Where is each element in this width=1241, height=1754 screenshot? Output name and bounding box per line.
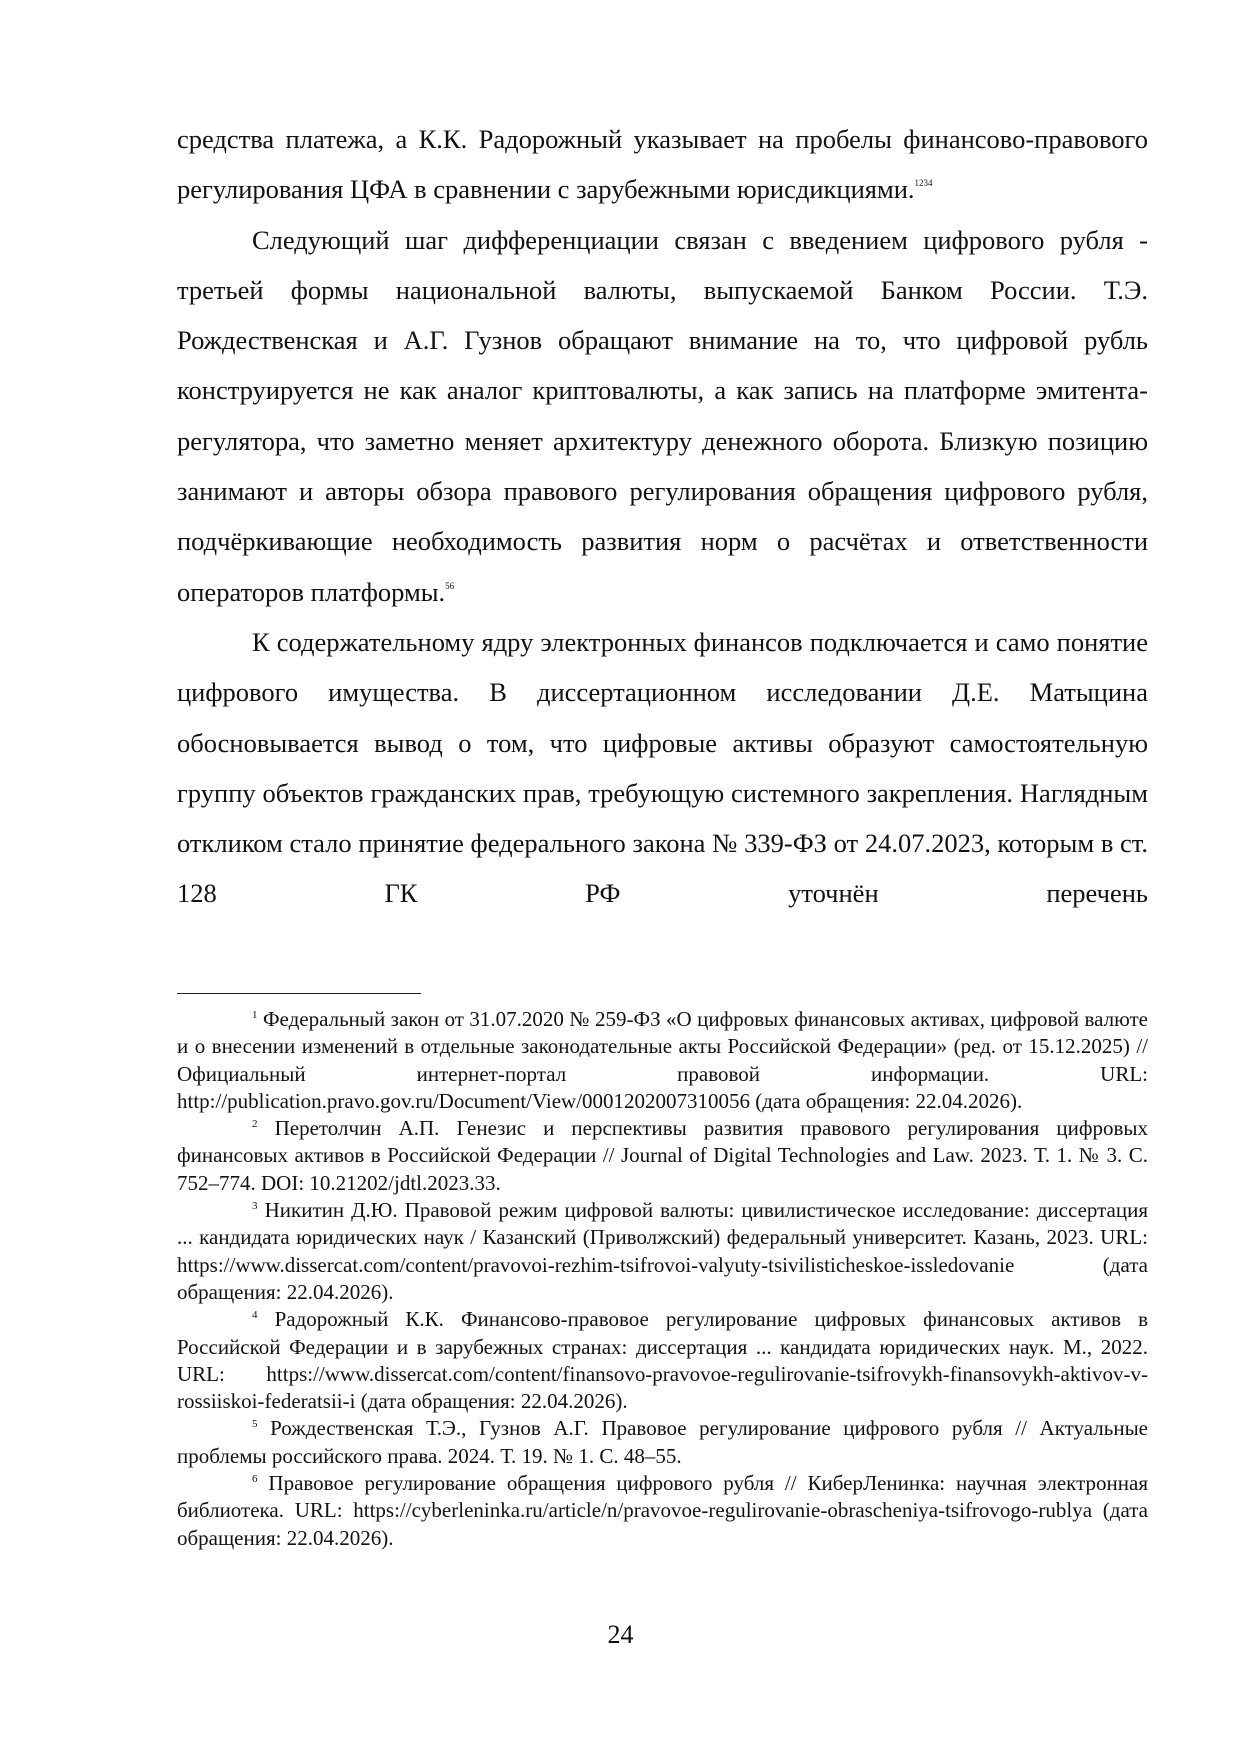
- footnote-2: [177, 1115, 1148, 1197]
- footnote-ref-56: 56: [445, 580, 455, 591]
- paragraph-1-text: средства платежа, а К.К. Радорожный указывает на пробелы финансово-правового регулирования ЦФА в сравнении с зарубежными юрисдикциями.: [177, 124, 1148, 205]
- footnote-number: 6: [252, 1473, 258, 1486]
- footnote-text: Никитин Д.Ю. Правовой режим цифровой валюты: цивилистическое исследование: диссертация ... кандидата юридических наук / Казанский (Приволжский) федеральный университет. Казань, 2023. URL: https://www.dissercat.com/content/pravovoi-rezhim-tsifrovoi-valyuty-tsivilisticheskoe-issledovanie (дата обращения: 22.04.2026).: [177, 1198, 1149, 1304]
- paragraph-1: [177, 114, 1148, 215]
- paragraph-2: [177, 215, 1148, 617]
- footnote-number: 2: [252, 1118, 258, 1131]
- footnote-number: 5: [252, 1418, 258, 1431]
- footnote-ref-1234: 1234: [914, 178, 933, 189]
- footnote-number: 1: [252, 1009, 258, 1021]
- footnote-3: [177, 1197, 1148, 1306]
- footnote-1: [177, 1006, 1148, 1115]
- footnotes: [177, 1006, 1148, 1552]
- footnote-text: Перетолчин А.П. Генезис и перспективы развития правового регулирования цифровых финансовых активов в Российской Федерации // Journal of Digital Technologies and Law. 2023. Т. 1. № 3. С. 752–774. DOI: 10.21202/jdtl.2023.33.: [177, 1116, 1149, 1195]
- footnote-text: Радорожный К.К. Финансово-правовое регулирование цифровых финансовых активов в Российской Федерации и в зарубежных странах: диссертация ... кандидата юридических наук. М., 2022. URL: https://www.dissercat.com/content/finansovo-pravovoe-regulirovanie-tsifrovykh-finansovykh-aktivov-v-rossiiskoi-federatsii-i (дата обращения: 22.04.2026).: [177, 1307, 1148, 1414]
- footnote-4: [177, 1306, 1148, 1415]
- footnote-text: Рождественская Т.Э., Гузнов А.Г. Правовое регулирование цифрового рубля // Актуальные проблемы российского права. 2024. Т. 19. № 1. С. 48–55.: [177, 1416, 1148, 1468]
- footnote-separator: [177, 993, 421, 994]
- paragraph-2-text: Следующий шаг дифференциации связан с введением цифрового рубля - третьей формы национальной валюты, выпускаемой Банком России. Т.Э. Рождественская и А.Г. Гузнов обращают внимание на то, что цифровой рубль конструируется не как аналог криптовалюты, а как запись на платформе эмитента-регулятора, что заметно меняет архитектуру денежного оборота. Близкую позицию занимают и авторы обзора правового регулирования обращения цифрового рубля, подчёркивающие необходимость развития норм о расчётах и ответственности операторов платформы.: [177, 224, 1148, 607]
- footnote-6: [177, 1470, 1148, 1552]
- paragraph-3: К содержательному ядру электронных финансов подключается и само понятие цифрового имущества. В диссертационном исследовании Д.Е. Матыцина обосновывается вывод о том, что цифровые активы образуют самостоятельную группу объектов гражданских прав, требующую системного закрепления. Наглядным откликом стало принятие федерального закона № 339-ФЗ от 24.07.2023, которым в ст. 128 ГК РФ уточнён перечень: [177, 626, 1148, 909]
- main-text: [177, 114, 1148, 919]
- footnote-text: Правовое регулирование обращения цифрового рубля // КиберЛенинка: научная электронная библиотека. URL: https://cyberleninka.ru/article/n/pravovoe-regulirovanie-obrascheniya-tsifrovogo-rublya (дата обращения: 22.04.2026).: [177, 1471, 1148, 1550]
- footnote-number: 3: [252, 1200, 258, 1213]
- footnote-text: Федеральный закон от 31.07.2020 № 259-ФЗ «О цифровых финансовых активах, цифровой валюте и о внесении изменений в отдельные законодательные акты Российской Федерации» (ред. от 15.12.2025) // Официальный интернет-портал правовой информации. URL: http://publication.pravo.gov.ru/Document/View/0001202007310056 (дата обращения: 22.04.2026).: [177, 1007, 1148, 1113]
- page-number: 24: [607, 1620, 634, 1649]
- footnote-number: 4: [252, 1309, 258, 1322]
- footnote-5: [177, 1415, 1148, 1470]
